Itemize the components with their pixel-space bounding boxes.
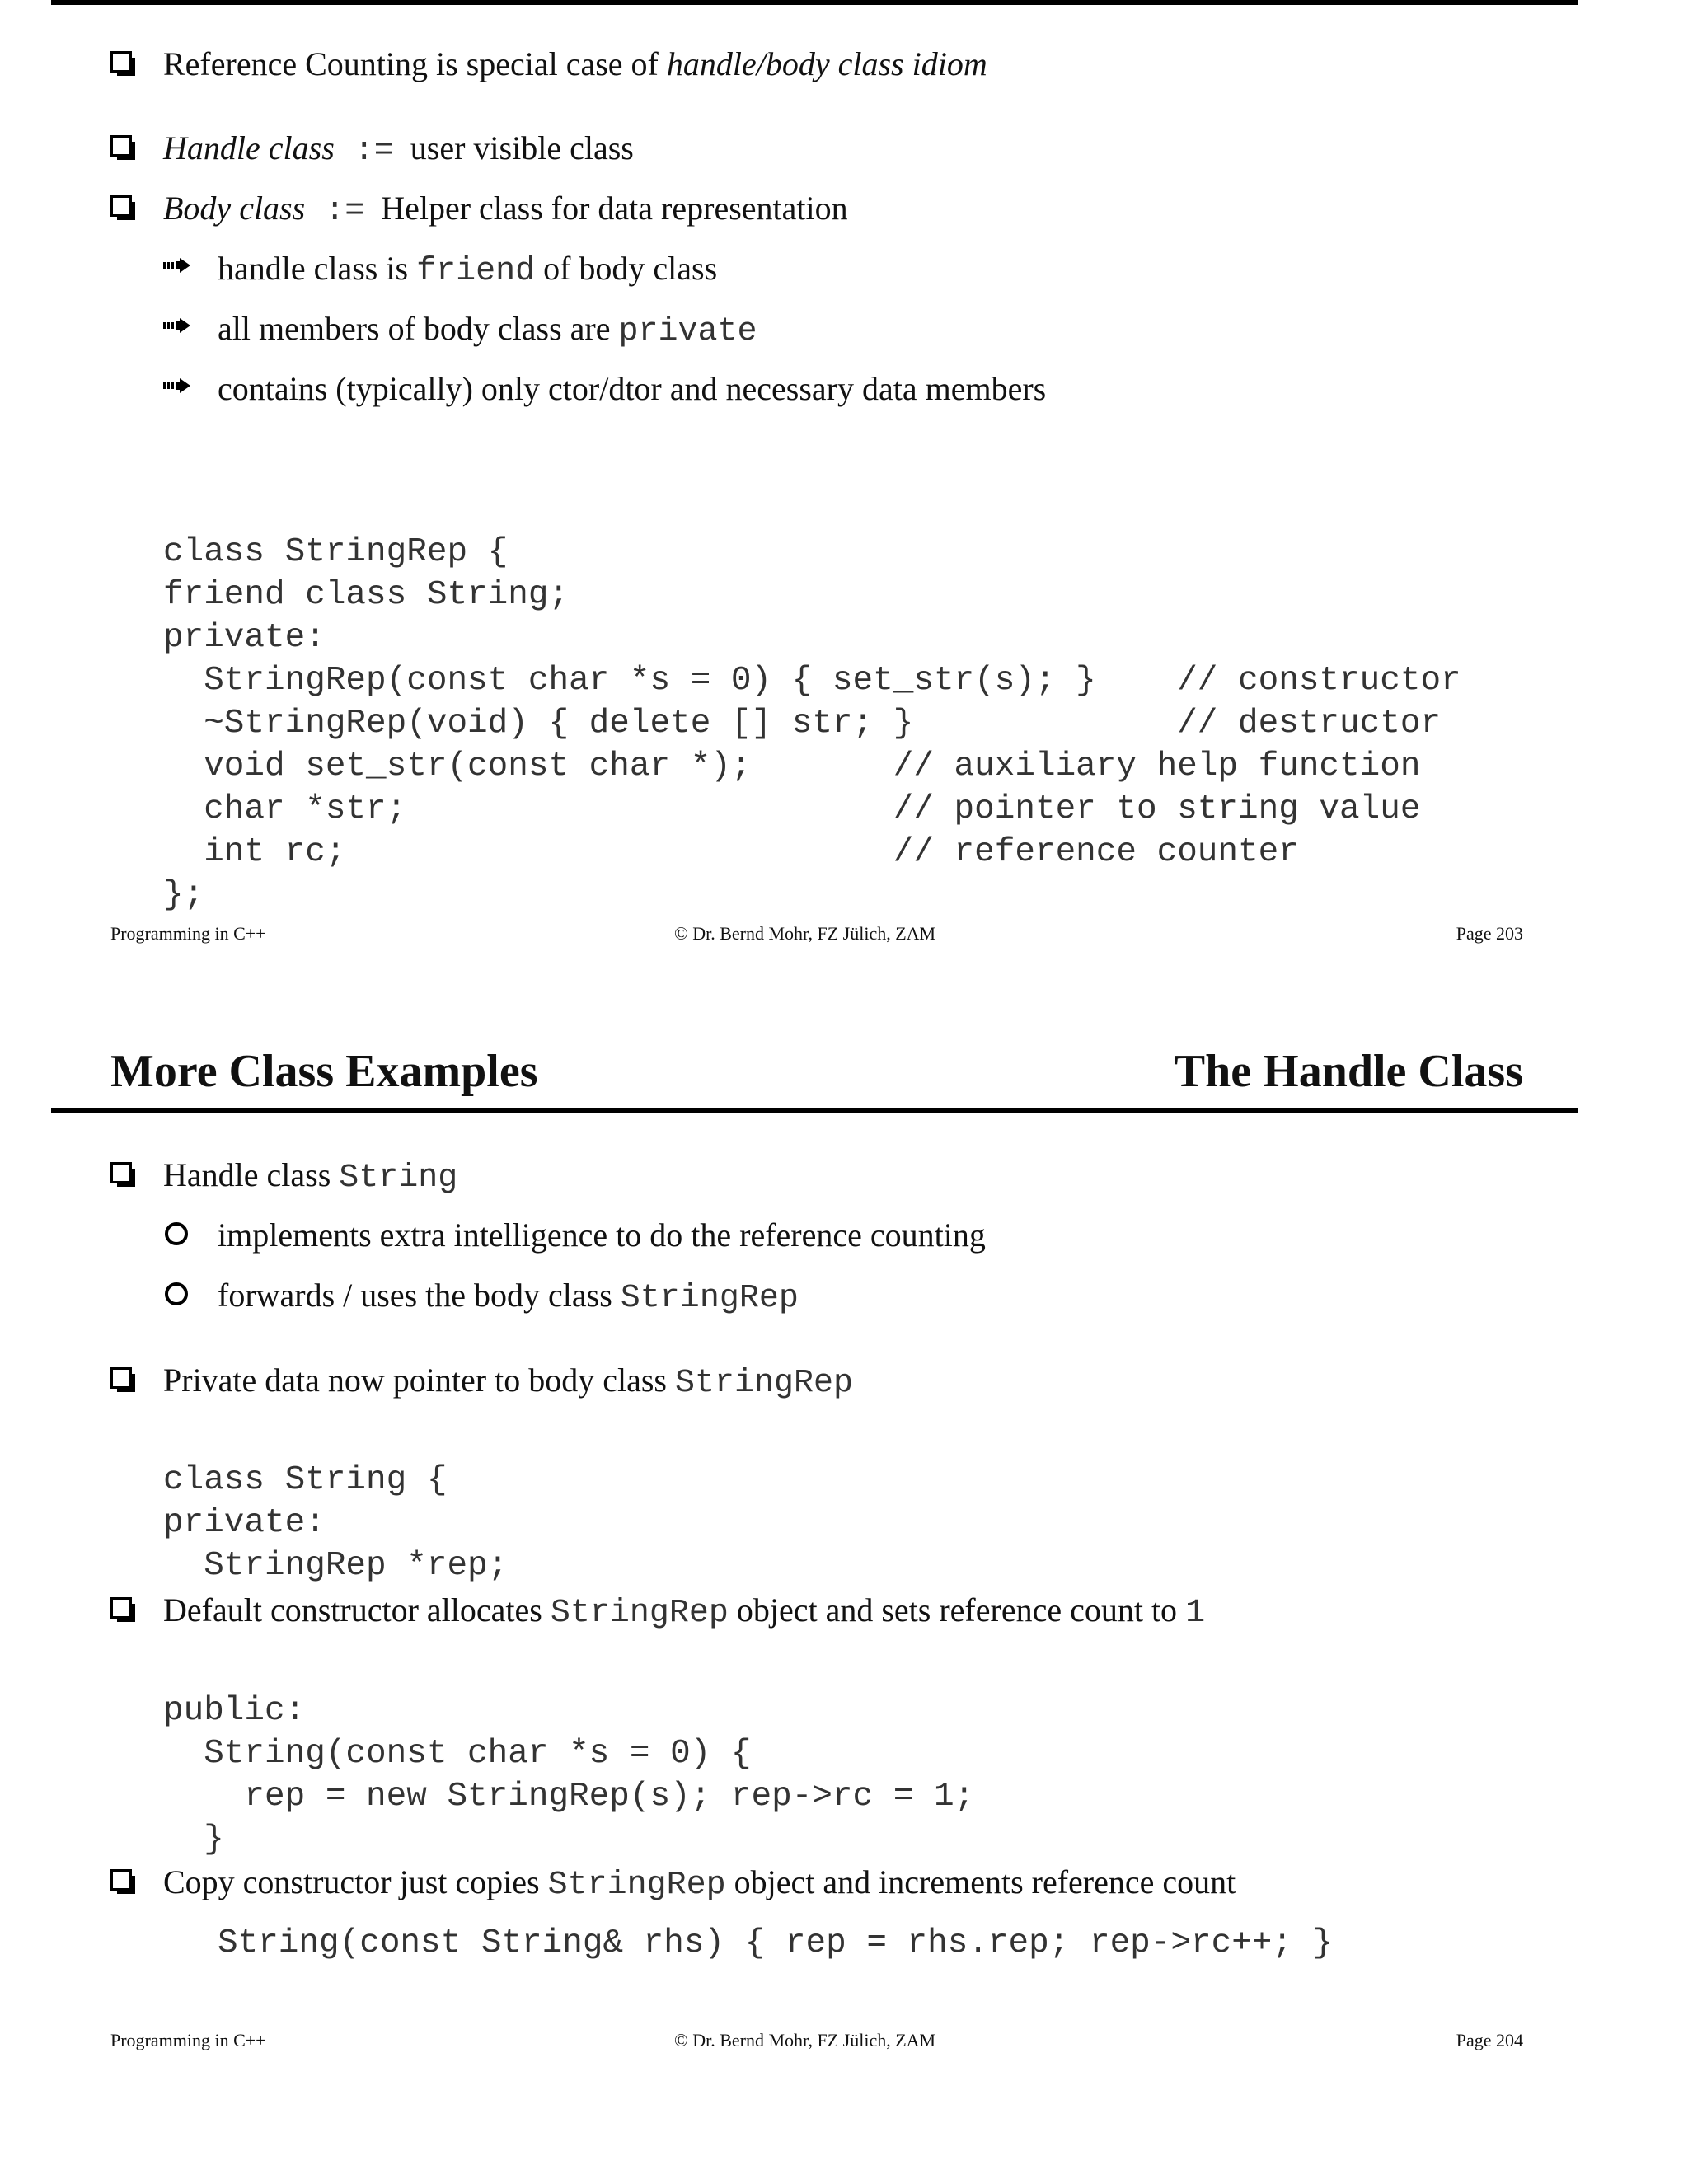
bullet-text: forwards / uses the body class — [218, 1277, 621, 1314]
bullet-default-constructor — [163, 1591, 1205, 1633]
term-handle-class: Handle class — [163, 129, 335, 166]
footer-left: Programming in C++ — [110, 923, 266, 944]
checkbox-bullet-icon — [110, 195, 132, 217]
bullet-emphasis: handle/body class idiom — [666, 45, 987, 82]
circle-bullet-icon — [165, 1282, 188, 1305]
footer-left: Programming in C++ — [110, 2030, 266, 2050]
bullet-text: contains (typically) only ctor/dtor and necessary data members — [218, 370, 1047, 407]
checkbox-bullet-icon — [110, 1597, 132, 1619]
code-stringrep: StringRep — [547, 1867, 726, 1904]
code-line: private: — [163, 619, 326, 657]
page-title: More Class Examples — [110, 1046, 538, 1097]
code-line: String(const char *s = 0) { — [163, 1735, 752, 1773]
sub-bullet-private — [218, 309, 757, 352]
checkbox-bullet-icon — [110, 1869, 132, 1891]
code-stringrep: StringRep — [620, 1280, 799, 1317]
code-line: friend class String; — [163, 576, 570, 614]
code-stringrep: StringRep — [674, 1365, 854, 1402]
checkbox-bullet-icon — [110, 135, 132, 157]
footer-center: © Dr. Bernd Mohr, FZ Jülich, ZAM — [674, 923, 936, 944]
bullet-handle-class-string — [163, 1155, 457, 1198]
top-rule — [51, 0, 1578, 5]
bullet-text: object and increments reference count — [725, 1863, 1236, 1900]
arrow-bullet-icon — [163, 377, 191, 394]
footer-page-number: Page 203 — [1456, 923, 1523, 944]
code-private: private — [618, 313, 757, 350]
bullet-text: Default constructor allocates — [163, 1591, 551, 1629]
code-line: class StringRep { — [163, 533, 509, 571]
code-line: rep = new StringRep(s); rep->rc = 1; — [163, 1778, 975, 1816]
code-friend: friend — [416, 253, 536, 290]
code-one: 1 — [1185, 1595, 1206, 1632]
code-string: String — [339, 1160, 458, 1197]
bullet-text: Private data now pointer to body class — [163, 1361, 675, 1399]
section-title: The Handle Class — [1174, 1046, 1523, 1097]
bullet-text: Helper class for data representation — [381, 190, 848, 227]
checkbox-bullet-icon — [110, 51, 132, 73]
bullet-copy-constructor — [163, 1863, 1236, 1905]
code-line: void set_str(const char *); // auxiliary help function — [163, 748, 1421, 785]
code-line: ~StringRep(void) { delete [] str; } // destructor — [163, 705, 1442, 743]
arrow-bullet-icon — [163, 257, 191, 274]
code-line: StringRep *rep; — [163, 1547, 509, 1585]
define-operator: := — [325, 193, 365, 230]
code-block-stringrep — [163, 488, 1461, 959]
bullet-text: object and sets reference count to — [728, 1591, 1186, 1629]
code-stringrep: StringRep — [550, 1595, 729, 1632]
sub-bullet-contains — [218, 369, 1046, 409]
code-line: public: — [163, 1692, 306, 1730]
define-operator: := — [354, 133, 394, 170]
code-line: StringRep(const char *s = 0) { set_str(s); } // constructor — [163, 662, 1461, 700]
bullet-text: Copy constructor just copies — [163, 1863, 548, 1900]
title-rule — [51, 1108, 1578, 1113]
bullet-text: Reference Counting is special case of — [163, 45, 667, 82]
bullet-reference-counting — [163, 45, 987, 84]
term-body-class: Body class — [163, 190, 306, 227]
circle-bullet-icon — [165, 1222, 188, 1245]
sub-bullet-forwards — [218, 1276, 799, 1319]
checkbox-bullet-icon — [110, 1367, 132, 1389]
bullet-handle-class — [163, 129, 634, 171]
bullet-text: user visible class — [410, 129, 634, 166]
footer-center: © Dr. Bernd Mohr, FZ Jülich, ZAM — [674, 2030, 936, 2050]
bullet-text: of body class — [535, 250, 718, 287]
code-line: int rc; // reference counter — [163, 833, 1299, 871]
checkbox-bullet-icon — [110, 1162, 132, 1183]
code-copy-constructor: String(const String& rhs) { rep = rhs.rep; rep->rc++; } — [218, 1924, 1334, 1962]
arrow-bullet-icon — [163, 317, 191, 334]
code-line: }; — [163, 876, 204, 914]
bullet-text: Handle class — [163, 1156, 340, 1193]
sub-bullet-friend — [218, 249, 717, 292]
code-line: } — [163, 1821, 224, 1858]
code-line: class String { — [163, 1461, 448, 1499]
bullet-text: implements extra intelligence to do the reference counting — [218, 1216, 986, 1254]
bullet-body-class — [163, 189, 848, 232]
bullet-text: handle class is — [218, 250, 417, 287]
sub-bullet-intelligence — [218, 1216, 986, 1255]
footer-page-number: Page 204 — [1456, 2030, 1523, 2050]
bullet-text: all members of body class are — [218, 310, 619, 347]
code-line: private: — [163, 1504, 326, 1542]
bullet-private-data — [163, 1361, 853, 1404]
code-line: char *str; // pointer to string value — [163, 790, 1421, 828]
